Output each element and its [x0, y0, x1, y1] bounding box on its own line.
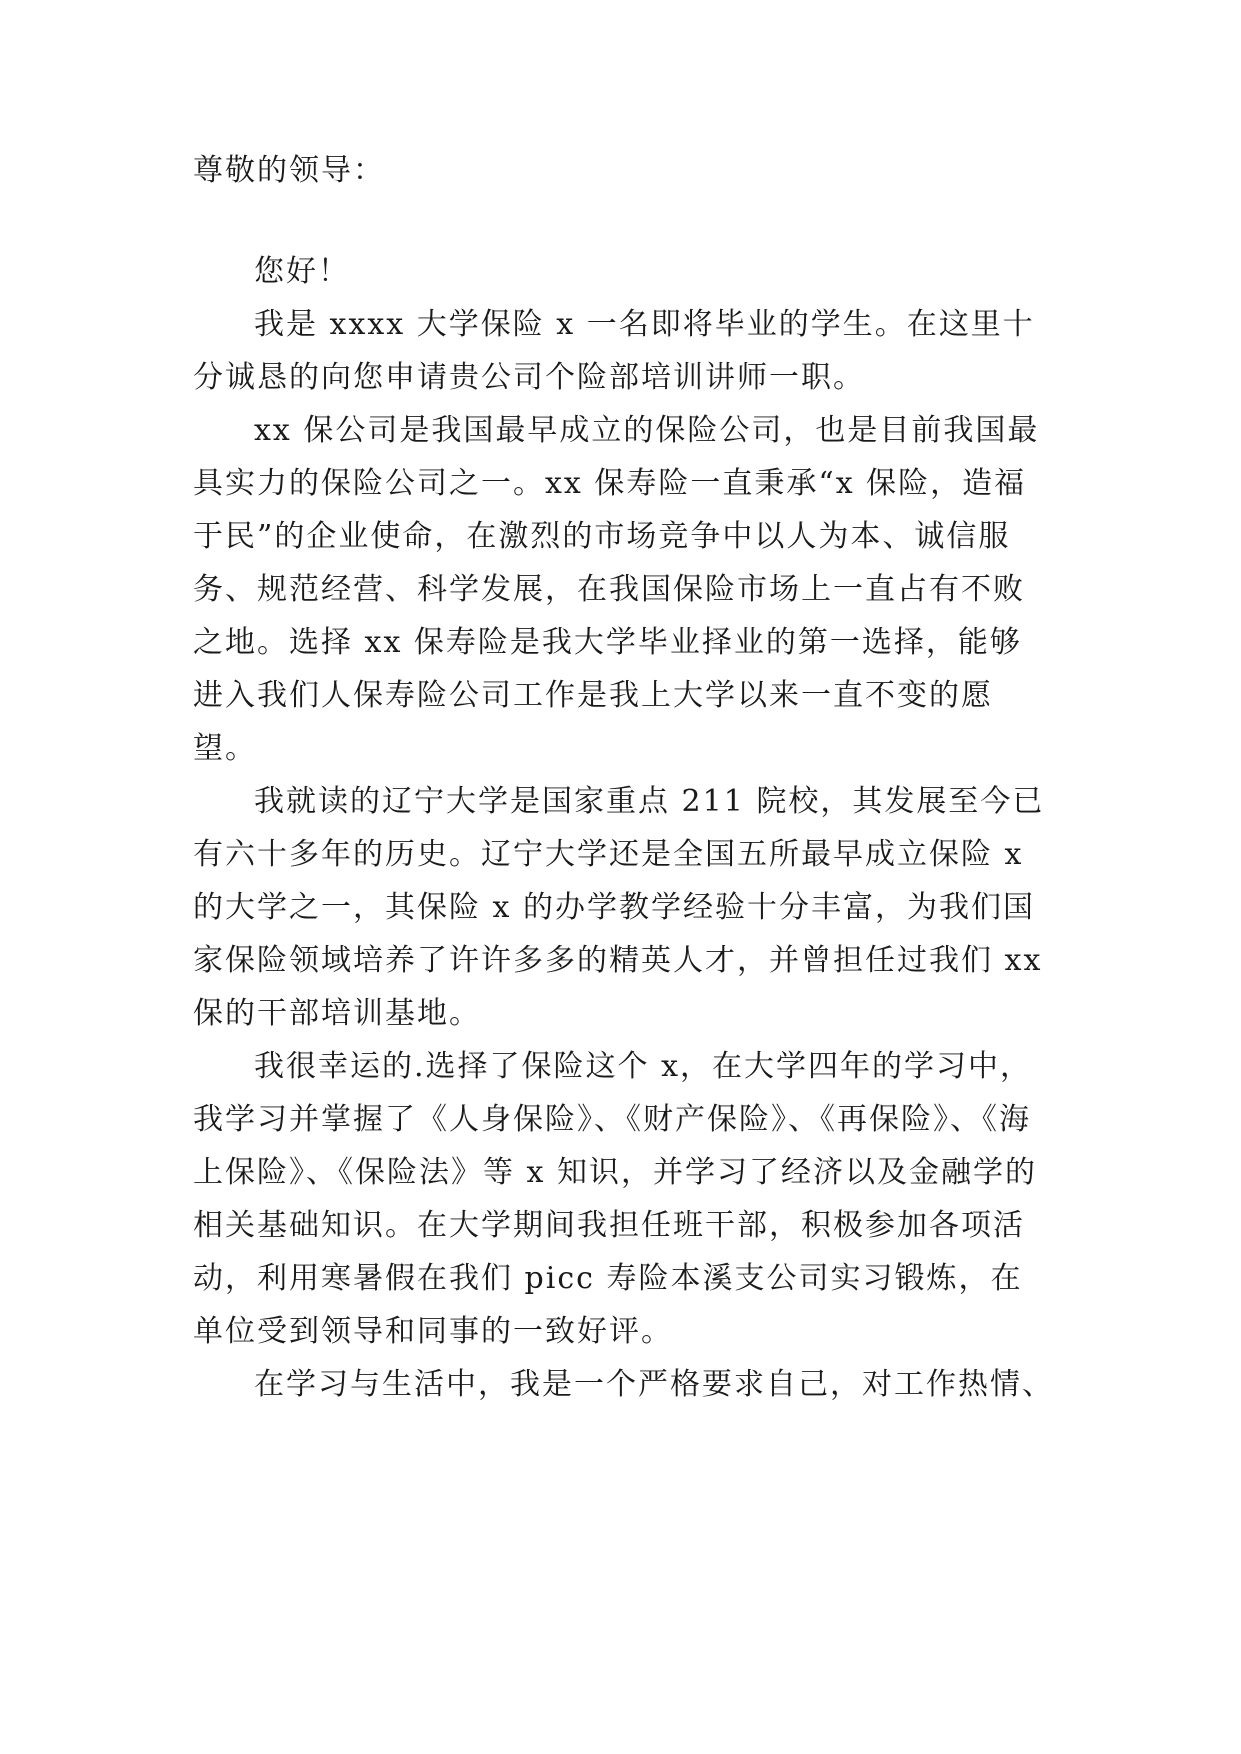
paragraph-3-line-5: 保的干部培训基地。 [193, 996, 481, 1031]
paragraph-3-line-1: 我就读的辽宁大学是国家重点 211 院校，其发展至今已 [254, 784, 1045, 819]
paragraph-4-line-4: 相关基础知识。在大学期间我担任班干部，积极参加各项活 [193, 1208, 1025, 1243]
paragraph-4-line-2: 我学习并掌握了《人身保险》、《财产保险》、《再保险》、《海 [193, 1102, 1031, 1137]
paragraph-4-line-5: 动，利用寒暑假在我们 picc 寿险本溪支公司实习锻炼，在 [193, 1261, 1023, 1296]
paragraph-4-line-6: 单位受到领导和同事的一致好评。 [193, 1314, 673, 1349]
paragraph-4-line-3: 上保险》、《保险法》等 x 知识，并学习了经济以及金融学的 [193, 1155, 1037, 1190]
paragraph-2-line-5: 之地。选择 xx 保寿险是我大学毕业择业的第一选择，能够 [193, 625, 1022, 660]
paragraph-2-line-2: 具实力的保险公司之一。xx 保寿险一直秉承“x 保险，造福 [193, 466, 1027, 501]
paragraph-2-line-4: 务、规范经营、科学发展，在我国保险市场上一直占有不败 [193, 572, 1025, 607]
paragraph-2-line-1: xx 保公司是我国最早成立的保险公司，也是目前我国最 [254, 413, 1040, 448]
greeting: 您好！ [254, 254, 350, 289]
paragraph-3-line-3: 的大学之一，其保险 x 的办学教学经验十分丰富，为我们国 [193, 890, 1035, 925]
paragraph-4-line-1: 我很幸运的.选择了保险这个 x，在大学四年的学习中， [254, 1049, 1032, 1084]
paragraph-1-line-2: 分诚恳的向您申请贵公司个险部培训讲师一职。 [193, 360, 865, 395]
salutation: 尊敬的领导： [193, 153, 385, 188]
paragraph-1-line-1: 我是 xxxx 大学保险 x 一名即将毕业的学生。在这里十 [254, 307, 1035, 342]
paragraph-2-line-6: 进入我们人保寿险公司工作是我上大学以来一直不变的愿 [193, 678, 993, 713]
paragraph-5-line-1: 在学习与生活中，我是一个严格要求自己，对工作热情、 [254, 1367, 1054, 1402]
paragraph-3-line-4: 家保险领域培养了许许多多的精英人才，并曾担任过我们 xx [193, 943, 1043, 978]
paragraph-2-line-3: 于民”的企业使命，在激烈的市场竞争中以人为本、诚信服 [193, 519, 1011, 554]
paragraph-3-line-2: 有六十多年的历史。辽宁大学还是全国五所最早成立保险 x [193, 837, 1024, 872]
paragraph-2-line-7: 望。 [193, 731, 257, 766]
